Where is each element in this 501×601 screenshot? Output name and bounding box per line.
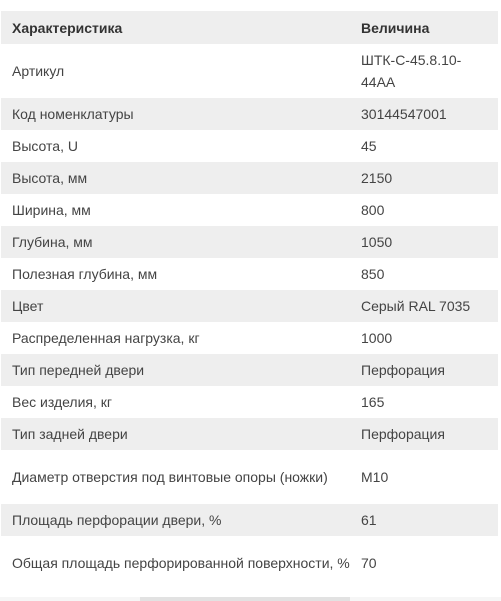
row-name-cell: Вес изделия, кг	[12, 394, 113, 410]
row-name-cell: Цвет	[12, 298, 44, 314]
header-name-cell: Характеристика	[12, 19, 123, 36]
row-name-cell: Диаметр отверстия под винтовые опоры (ножки)	[12, 469, 328, 485]
table-row	[1, 450, 498, 504]
row-name-cell: Высота, U	[12, 138, 78, 154]
row-value-cell: 45	[361, 138, 377, 154]
footer-divider-segment	[0, 597, 140, 601]
row-name-cell: Общая площадь перфорированной поверхности, %	[12, 555, 350, 571]
row-value-cell: 165	[361, 394, 385, 410]
row-value-cell: 800	[361, 202, 385, 218]
footer-divider-segment	[350, 597, 501, 601]
row-value-cell: 1050	[361, 234, 393, 250]
table-row	[1, 162, 498, 194]
row-value-cell: ШТК-С-45.8.10-44АА	[361, 52, 462, 90]
row-name-cell: Артикул	[12, 63, 65, 79]
footer-divider	[0, 597, 501, 601]
row-value-cell: M10	[361, 469, 389, 485]
table-row	[1, 504, 498, 536]
header-value-cell: Величина	[361, 19, 430, 36]
table-row	[1, 194, 498, 226]
table-row	[1, 258, 498, 290]
table-row	[1, 290, 498, 322]
row-value-cell: 1000	[361, 330, 393, 346]
table-row	[1, 322, 498, 354]
row-name-cell: Ширина, мм	[12, 202, 91, 218]
row-value-cell: Серый RAL 7035	[361, 298, 471, 314]
spec-table	[1, 11, 498, 590]
row-name-cell: Глубина, мм	[12, 234, 93, 250]
table-row	[1, 386, 498, 418]
table-row	[1, 130, 498, 162]
table-row	[1, 226, 498, 258]
row-name-cell: Код номенклатуры	[12, 106, 134, 122]
row-name-cell: Полезная глубина, мм	[12, 266, 158, 282]
row-value-cell: 70	[361, 555, 377, 571]
row-value-cell: Перфорация	[361, 362, 445, 378]
row-name-cell: Высота, мм	[12, 170, 88, 186]
table-header-row	[1, 11, 498, 44]
row-name-cell: Тип задней двери	[12, 426, 128, 442]
table-row	[1, 44, 498, 98]
row-value-cell: 2150	[361, 170, 393, 186]
row-value-cell: 61	[361, 512, 377, 528]
row-name-cell: Распределенная нагрузка, кг	[12, 330, 200, 346]
row-value-cell: Перфорация	[361, 426, 445, 442]
row-name-cell: Тип передней двери	[12, 362, 145, 378]
table-row	[1, 354, 498, 386]
row-name-cell: Площадь перфорации двери, %	[12, 512, 222, 528]
table-row	[1, 418, 498, 450]
row-value-cell: 850	[361, 266, 385, 282]
table-row	[1, 536, 498, 590]
row-value-cell: 30144547001	[361, 106, 447, 122]
table-row	[1, 98, 498, 130]
